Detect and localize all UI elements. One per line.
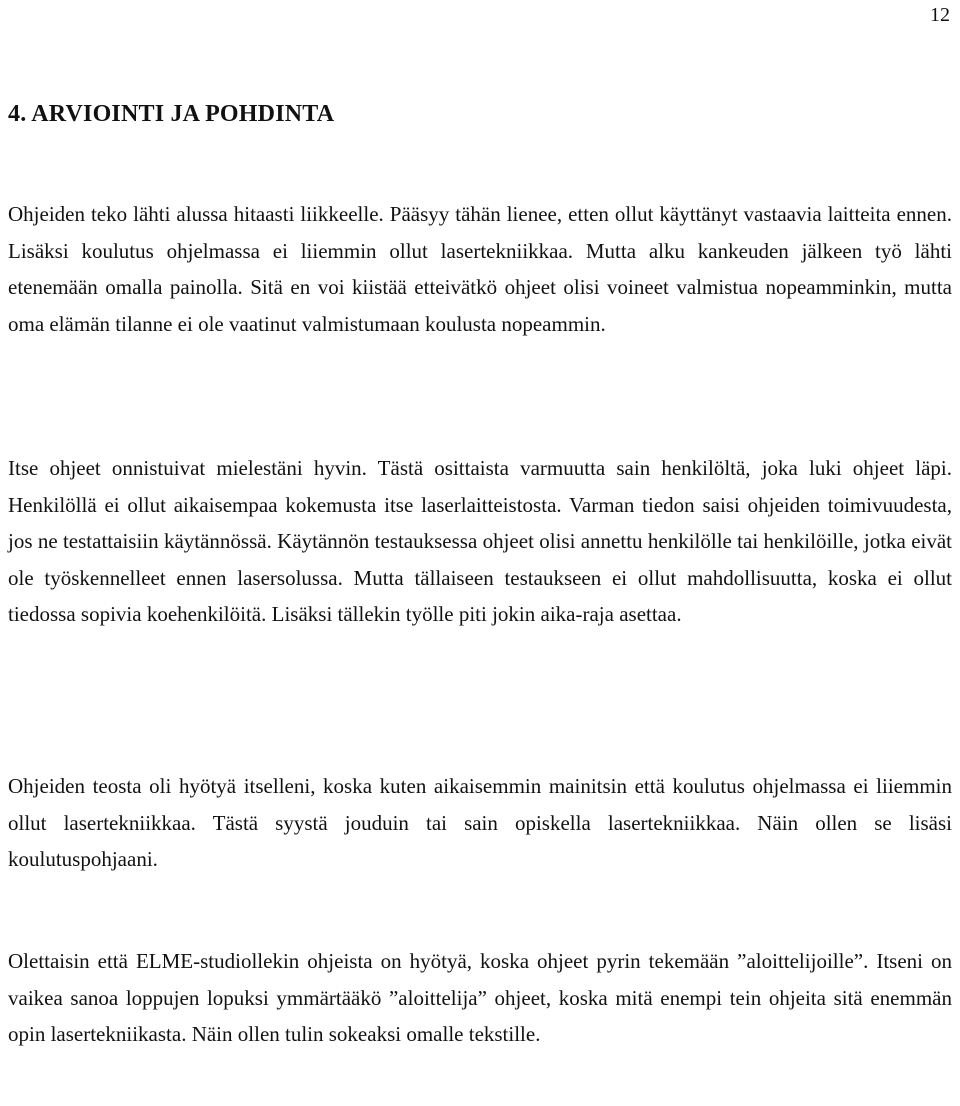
- paragraph: Ohjeiden teko lähti alussa hitaasti liikkeelle. Pääsyy tähän lienee, etten ollut käyttänyt vastaavia laitteita ennen. Lisäksi koulutus ohjelmassa ei liiemmin ollut lasertekniikkaa. Mutta alku kankeuden jälkeen työ lähti etenemään omalla painolla. Sitä en voi kiistää etteivätkö ohjeet olisi voineet valmistua nopeamminkin, mutta oma elämän tilanne ei ole vaatinut valmistumaan koulusta nopeammin.: [8, 202, 952, 336]
- paragraph: Ohjeiden teosta oli hyötyä itselleni, koska kuten aikaisemmin mainitsin että koulutus ohjelmassa ei liiemmin ollut lasertekniikkaa. Tästä syystä jouduin tai sain opiskella lasertekniikkaa. Näin ollen se lisäsi koulutuspohjaani.: [8, 774, 952, 871]
- paragraph: Olettaisin että ELME-studiollekin ohjeista on hyötyä, koska ohjeet pyrin tekemään ”aloittelijoille”. Itseni on vaikea sanoa loppujen lopuksi ymmärtääkö ”aloittelija” ohjeet, koska mitä enempi tein ohjeita sitä enemmän opin lasertekniikasta. Näin ollen tulin sokeaksi omalle tekstille.: [8, 949, 952, 1046]
- section-heading: 4. ARVIOINTI JA POHDINTA: [8, 101, 335, 127]
- page-number: 12: [930, 4, 950, 26]
- paragraph: Itse ohjeet onnistuivat mielestäni hyvin. Tästä osittaista varmuutta sain henkilöltä, joka luki ohjeet läpi. Henkilöllä ei ollut aikaisempaa kokemusta itse laserlaitteistosta. Varman tiedon saisi ohjeiden toimivuudesta, jos ne testattaisiin käytännössä. Käytännön testauksessa ohjeet olisi annettu henkilölle tai henkilöille, jotka eivät ole työskennelleet ennen lasersolussa. Mutta tällaiseen testaukseen ei ollut mahdollisuutta, koska ei ollut tiedossa sopivia koehenkilöitä. Lisäksi tällekin työlle piti jokin aika-raja asettaa.: [8, 456, 952, 626]
